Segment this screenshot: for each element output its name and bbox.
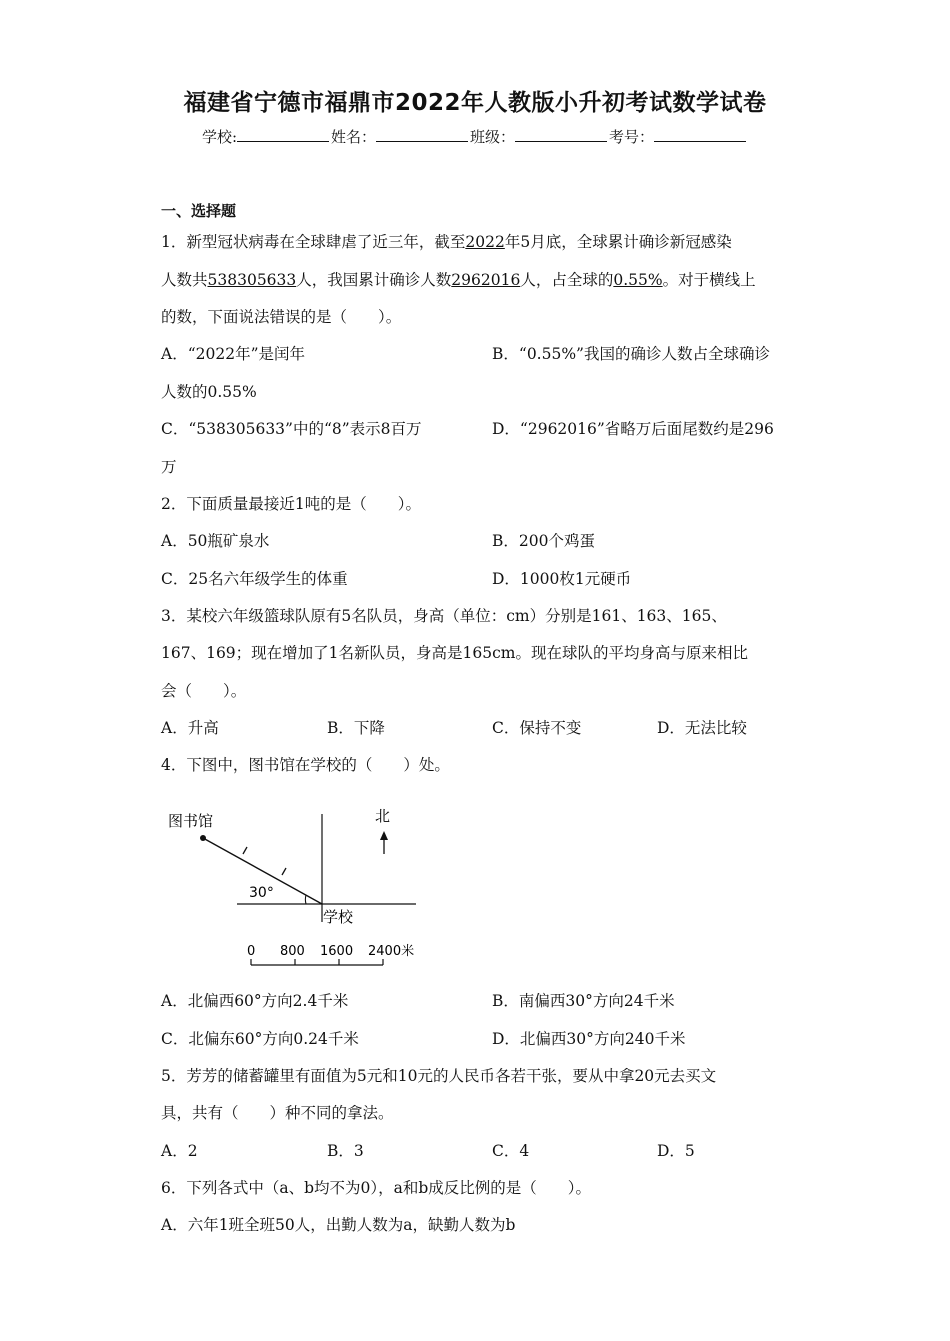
q4-option-b[interactable]: B．南偏西30°方向24千米 [492,992,675,1010]
school-point-label: 学校 [323,908,354,926]
q1-option-b-continued: 人数的0.55% [161,383,257,401]
q6-option-a[interactable]: A．六年1班全班50人，出勤人数为a，缺勤人数为b [161,1216,516,1234]
q1-option-a[interactable]: A．“2022年”是闰年 [161,345,305,363]
q1-option-d-continued: 万 [161,458,177,476]
q3-stem-line-1: 3．某校六年级篮球队原有5名队员，身高（单位：cm）分别是161、163、165、 [161,607,727,625]
q6-stem: 6．下列各式中（a、b均不为0），a和b成反比例的是（ ）。 [161,1179,592,1197]
q5-option-b[interactable]: B．3 [327,1142,364,1160]
direction-diagram [160,800,440,980]
q4-option-a[interactable]: A．北偏西60°方向2.4千米 [161,992,349,1010]
scale-label-0: 0 [247,944,256,959]
q4-stem: 4．下图中，图书馆在学校的（ ）处。 [161,756,450,774]
angle-label: 30° [249,885,274,901]
q5-stem-line-2: 具，共有（ ）种不同的拿法。 [161,1104,394,1122]
q3-stem-line-2: 167、169；现在增加了1名新队员，身高是165cm。现在球队的平均身高与原来相比 [161,644,748,662]
q1-option-d[interactable]: D．“2962016”省略万后面尾数约是296 [492,420,774,438]
q5-option-d[interactable]: D．5 [657,1142,695,1160]
q2-stem: 2．下面质量最接近1吨的是（ ）。 [161,495,421,513]
school-label: 学校: [201,128,237,146]
q2-option-a[interactable]: A．50瓶矿泉水 [161,532,270,550]
q3-option-c[interactable]: C．保持不变 [492,719,582,737]
q1-stem-line-3: 的数，下面说法错误的是（ ）。 [161,308,402,326]
class-blank[interactable] [515,127,607,142]
north-arrow-icon [380,831,388,840]
tick-mark-2 [282,868,286,875]
tick-mark-1 [243,847,247,854]
q3-option-b[interactable]: B．下降 [327,719,385,737]
q5-option-c[interactable]: C．4 [492,1142,530,1160]
scale-label-800: 800 [280,944,305,959]
q1-stem-line-1: 1．新型冠状病毒在全球肆虐了近三年，截至2022年5月底，全球累计确诊新冠感染 [161,233,732,251]
q3-option-a[interactable]: A．升高 [161,719,219,737]
q5-stem-line-1: 5．芳芳的储蓄罐里有面值为5元和10元的人民币各若干张，要从中拿20元去买文 [161,1067,717,1085]
angle-arc [305,895,306,904]
q2-option-d[interactable]: D．1000枚1元硬币 [492,570,632,588]
section-heading: 一、选择题 [161,202,237,220]
class-label: 班级： [470,128,516,146]
q1-stem-line-2: 人数共538305633人，我国累计确诊人数2962016人，占全球的0.55%。对于横线上 [161,271,756,289]
q5-option-a[interactable]: A．2 [161,1142,198,1160]
exam-number-label: 考号： [609,128,655,146]
q1-option-c[interactable]: C．“538305633”中的“8”表示8百万 [161,420,422,438]
north-label: 北 [375,807,391,825]
q4-option-c[interactable]: C．北偏东60°方向0.24千米 [161,1030,359,1048]
name-blank[interactable] [376,127,468,142]
scale-label-1600: 1600 [320,944,354,959]
q3-option-d[interactable]: D．无法比较 [657,719,747,737]
name-label: 姓名： [331,128,377,146]
library-label: 图书馆 [168,812,214,830]
q4-option-d[interactable]: D．北偏西30°方向240千米 [492,1030,686,1048]
school-blank[interactable] [237,127,329,142]
exam-number-blank[interactable] [654,127,746,142]
student-info-line [0,126,950,147]
q2-option-b[interactable]: B．200个鸡蛋 [492,532,595,550]
exam-title: 福建省宁德市福鼎市2022年人教版小升初考试数学试卷 [183,90,767,116]
scale-label-2400: 2400米 [368,944,415,959]
q2-option-c[interactable]: C．25名六年级学生的体重 [161,570,348,588]
q3-stem-line-3: 会（ ）。 [161,682,247,700]
q1-option-b[interactable]: B．“0.55%”我国的确诊人数占全球确诊 [492,345,770,363]
